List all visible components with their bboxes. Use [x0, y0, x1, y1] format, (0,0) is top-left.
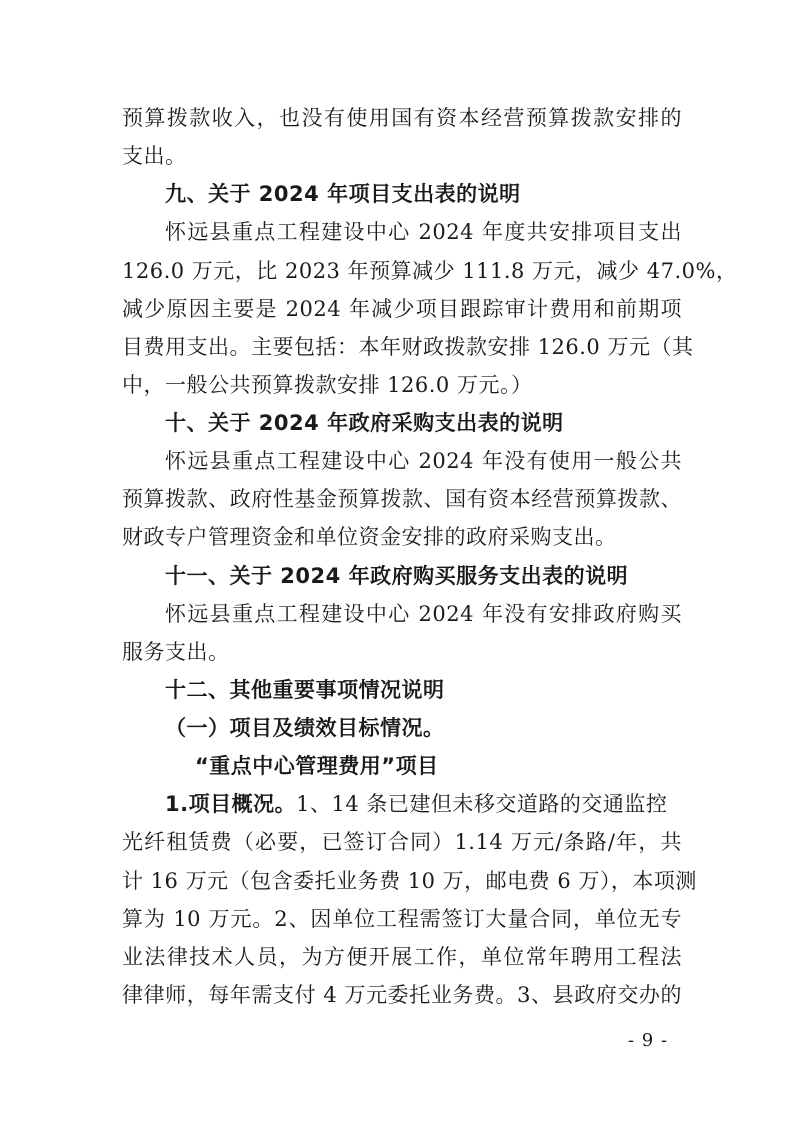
- paragraph-line: 减少原因主要是 2024 年减少项目跟踪审计费用和前期项: [122, 297, 682, 321]
- paragraph-line: 怀远县重点工程建设中心 2024 年度共安排项目支出: [165, 220, 682, 244]
- section-heading-12: 十二、其他重要事项情况说明: [165, 678, 445, 702]
- paragraph-line: 财政专户管理资金和单位资金安排的政府采购支出。: [122, 525, 617, 549]
- paragraph-line: 预算拨款、政府性基金预算拨款、国有资本经营预算拨款、: [122, 487, 682, 511]
- paragraph-line: 光纤租赁费（必要，已签订合同）1.14 万元/条路/年，共: [122, 830, 682, 854]
- paragraph-line: 中，一般公共预算拨款安排 126.0 万元。）: [122, 373, 533, 397]
- paragraph-line: 126.0 万元，比 2023 年预算减少 111.8 万元，减少 47.0%，: [122, 259, 738, 283]
- page-number: - 9 -: [628, 1030, 669, 1051]
- paragraph-line: 怀远县重点工程建设中心 2024 年没有安排政府购买: [165, 602, 682, 626]
- subsection-heading: （一）项目及绩效目标情况。: [165, 716, 445, 740]
- paragraph-line: 律律师，每年需支付 4 万元委托业务费。3、县政府交办的: [122, 983, 682, 1007]
- paragraph-line: 预算拨款收入，也没有使用国有资本经营预算拨款安排的: [122, 106, 682, 130]
- paragraph-line: 支出。: [122, 144, 187, 168]
- paragraph-line: 业法律技术人员，为方便开展工作，单位常年聘用工程法: [122, 945, 682, 969]
- paragraph-line: 服务支出。: [122, 640, 230, 664]
- project-overview-label: 1.项目概况。: [165, 792, 297, 816]
- section-heading-11: 十一、关于 2024 年政府购买服务支出表的说明: [165, 564, 629, 588]
- paragraph-line: 算为 10 万元。2、因单位工程需签订大量合同，单位无专: [122, 907, 682, 931]
- paragraph-line: 怀远县重点工程建设中心 2024 年没有使用一般公共: [165, 449, 682, 473]
- paragraph-line: 目费用支出。主要包括：本年财政拨款安排 126.0 万元（其: [122, 335, 694, 359]
- project-title: “重点中心管理费用”项目: [195, 754, 439, 778]
- section-heading-10: 十、关于 2024 年政府采购支出表的说明: [165, 411, 564, 435]
- paragraph-line: 计 16 万元（包含委托业务费 10 万，邮电费 6 万），本项测: [122, 869, 697, 893]
- project-overview-text: 1、14 条已建但未移交道路的交通监控: [296, 792, 668, 816]
- section-heading-9: 九、关于 2024 年项目支出表的说明: [165, 182, 521, 206]
- paragraph-line: [165, 790, 682, 818]
